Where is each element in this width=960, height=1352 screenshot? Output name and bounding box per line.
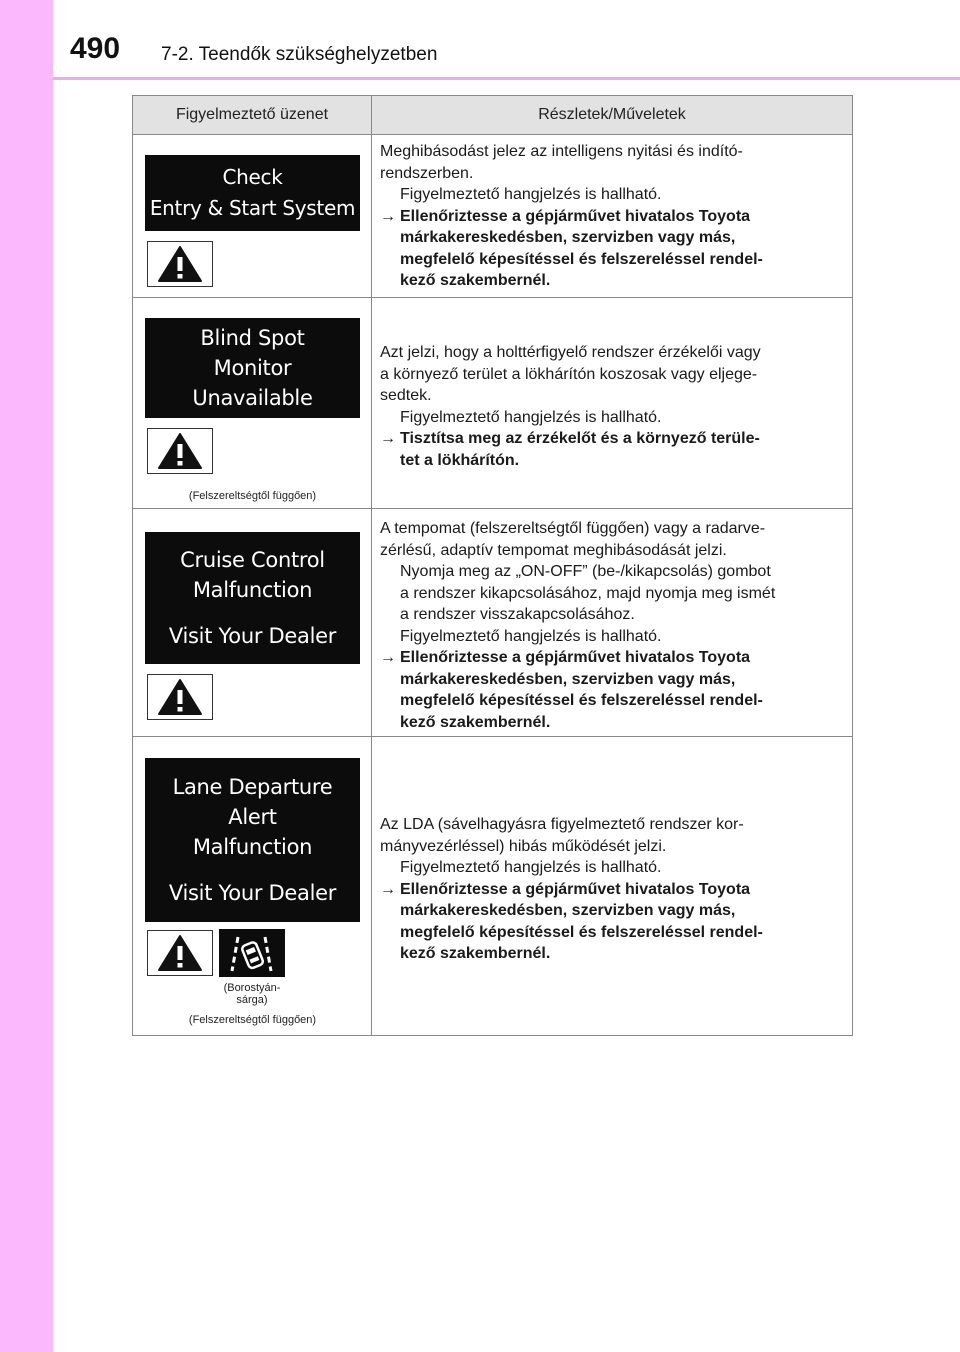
screen-line: Unavailable bbox=[192, 386, 313, 410]
icon-color-note-line: (Borostyán- bbox=[223, 982, 281, 994]
action-line: megfelelő képesítéssel és felszereléssel rendel- bbox=[400, 692, 763, 709]
screen-line: Cruise Control bbox=[180, 548, 325, 572]
message-cell bbox=[133, 298, 372, 508]
details-cell bbox=[372, 509, 852, 736]
description-line: zérlésű, adaptív tempomat meghibásodását jelzi. bbox=[380, 541, 727, 559]
table-header bbox=[133, 96, 852, 135]
action-line: kező szakembernél. bbox=[400, 945, 551, 962]
action-line: márkakereskedésben, szervizben vagy más, bbox=[400, 902, 736, 919]
description-line: a környező terület a lökhárítón koszosak vagy eljege- bbox=[380, 365, 758, 383]
action-item bbox=[380, 428, 842, 471]
screen-line: Lane Departure bbox=[172, 775, 333, 799]
description-line: mányvezérléssel) hibás működését jelzi. bbox=[380, 837, 667, 855]
action-line: kező szakembernél. bbox=[400, 713, 551, 731]
info-line: a rendszer kikapcsolásához, majd nyomja meg ismét bbox=[400, 584, 776, 602]
action-line: kező szakembernél. bbox=[400, 272, 551, 289]
action-line: megfelelő képesítéssel és felszereléssel rendel- bbox=[400, 923, 763, 941]
warning-screen bbox=[145, 532, 360, 664]
arrow-right-icon: → bbox=[380, 430, 396, 447]
description-line: Az LDA (sávelhagyásra figyelmeztető rendszer kor- bbox=[380, 816, 744, 833]
page-number: 490 bbox=[70, 32, 121, 65]
action-line: Ellenőriztesse a gépjárművet hivatalos Toyota bbox=[400, 649, 751, 666]
action-item bbox=[380, 206, 842, 292]
column-header-details: Részletek/Műveletek bbox=[538, 106, 686, 123]
action-line: Ellenőriztesse a gépjárművet hivatalos Toyota bbox=[400, 207, 751, 225]
section-title: 7-2. Teendők szükséghelyzetben bbox=[161, 44, 438, 65]
warning-triangle-icon bbox=[147, 241, 213, 287]
screen-line: Malfunction bbox=[192, 578, 313, 602]
action-line: márkakereskedésben, szervizben vagy más, bbox=[400, 670, 736, 688]
arrow-right-icon: → bbox=[380, 207, 396, 225]
message-cell bbox=[133, 509, 372, 736]
action-line: megfelelő képesítéssel és felszereléssel rendel- bbox=[400, 250, 763, 268]
details-cell bbox=[372, 135, 852, 297]
info-line: Figyelmeztető hangjelzés is hallható. bbox=[400, 859, 662, 876]
info-line: Figyelmeztető hangjelzés is hallható. bbox=[400, 627, 662, 645]
screen-line: Entry & Start System bbox=[149, 196, 356, 220]
screen-line: Monitor bbox=[213, 356, 292, 380]
icon-color-note-line: sárga) bbox=[236, 994, 268, 1006]
action-line: márkakereskedésben, szervizben vagy más, bbox=[400, 229, 736, 246]
icon-color-note bbox=[212, 982, 292, 1006]
warning-triangle-icon bbox=[147, 930, 213, 976]
header-divider bbox=[53, 77, 960, 80]
details-cell bbox=[372, 737, 852, 1035]
details-cell bbox=[372, 298, 852, 508]
action-line: Ellenőriztesse a gépjárművet hivatalos Toyota bbox=[400, 880, 751, 898]
screen-line: Alert bbox=[228, 805, 277, 829]
availability-note: (Felszereltségtől függően) bbox=[188, 1014, 317, 1026]
table-row bbox=[133, 509, 852, 737]
warning-triangle-icon bbox=[147, 674, 213, 720]
column-header-message: Figyelmeztető üzenet bbox=[133, 96, 372, 134]
action-item bbox=[380, 879, 842, 965]
info-line: Nyomja meg az „ON-OFF” (be-/kikapcsolás) gombot bbox=[400, 563, 771, 580]
screen-line: Visit Your Dealer bbox=[168, 881, 337, 905]
description-line: sedtek. bbox=[380, 387, 432, 404]
table-row bbox=[133, 737, 852, 1035]
description-line: rendszerben. bbox=[380, 164, 474, 182]
description-line: A tempomat (felszereltségtől függően) vagy a radarve- bbox=[380, 520, 766, 537]
warning-triangle-icon bbox=[147, 428, 213, 474]
arrow-right-icon: → bbox=[380, 649, 396, 666]
description-line: Azt jelzi, hogy a holttérfigyelő rendszer érzékelői vagy bbox=[380, 344, 761, 361]
availability-note: (Felszereltségtől függően) bbox=[188, 490, 317, 502]
lane-departure-icon bbox=[219, 929, 285, 977]
info-line: Figyelmeztető hangjelzés is hallható. bbox=[400, 186, 662, 203]
screen-line: Blind Spot bbox=[200, 326, 305, 350]
warning-screen bbox=[145, 318, 360, 418]
screen-line: Check bbox=[222, 165, 283, 189]
info-line: a rendszer visszakapcsolásához. bbox=[400, 606, 635, 623]
warning-screen bbox=[145, 758, 360, 922]
message-cell bbox=[133, 135, 372, 297]
screen-line: Visit Your Dealer bbox=[168, 624, 337, 648]
warning-screen bbox=[145, 155, 360, 231]
message-cell bbox=[133, 737, 372, 1035]
action-item bbox=[380, 647, 842, 733]
info-line: Figyelmeztető hangjelzés is hallható. bbox=[400, 408, 662, 426]
warning-message-table bbox=[132, 95, 853, 1036]
table-row bbox=[133, 298, 852, 509]
action-line: tet a lökhárítón. bbox=[400, 451, 520, 469]
screen-line: Malfunction bbox=[192, 835, 313, 859]
arrow-right-icon: → bbox=[380, 880, 396, 898]
chapter-side-strip bbox=[0, 0, 53, 1352]
action-line: Tisztítsa meg az érzékelőt és a környező terüle- bbox=[400, 430, 760, 447]
table-row bbox=[133, 135, 852, 298]
description-line: Meghibásodást jelez az intelligens nyitási és indító- bbox=[380, 143, 743, 160]
